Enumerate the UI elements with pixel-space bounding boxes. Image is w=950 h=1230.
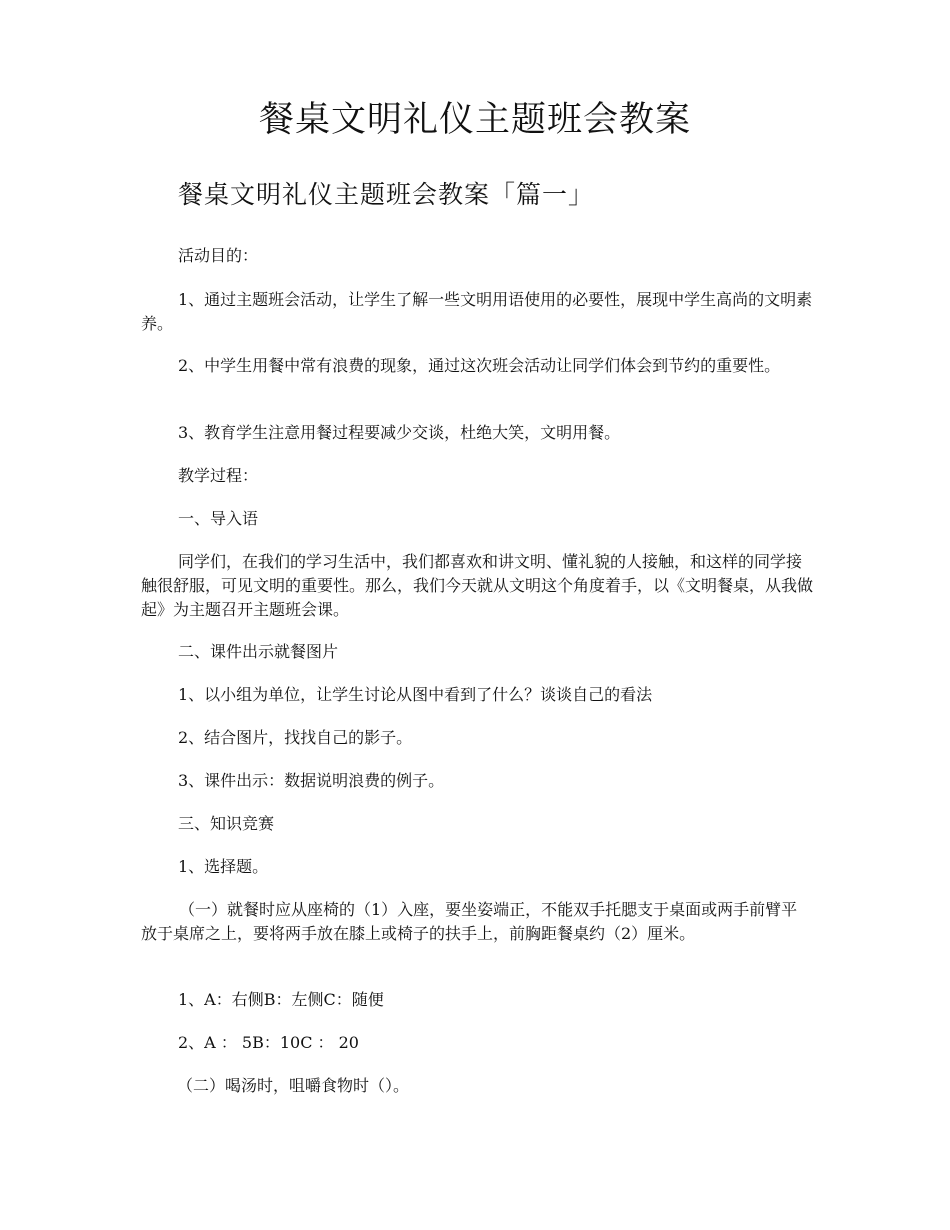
paragraph-goal-3: 3、教育学生注意用餐过程要减少交谈，杜绝大笑，文明用餐。 xyxy=(178,423,621,442)
paragraph-step-1: 1、以小组为单位，让学生讨论从图中看到了什么？谈谈自己的看法 xyxy=(178,685,653,704)
paragraph-options-2: 2、A ： 5B：10C ： 20 xyxy=(178,1033,359,1052)
paragraph-section-3-heading: 三、知识竞赛 xyxy=(178,814,275,833)
paragraph-question-2: （二）喝汤时，咀嚼食物时（）。 xyxy=(177,1076,410,1095)
paragraph-activity-goal-heading: 活动目的： xyxy=(178,246,259,265)
paragraph-goal-1: 1、通过主题班会活动，让学生了解一些文明用语使用的必要性，展现中学生高尚的文明素养。 xyxy=(141,290,813,333)
document-title: 餐桌文明礼仪主题班会教案 xyxy=(258,100,691,140)
paragraph-section-1-heading: 一、导入语 xyxy=(178,509,259,528)
paragraph-introduction: 同学们，在我们的学习生活中，我们都喜欢和讲文明、懂礼貌的人接触，和这样的同学接触很舒服，可见文明的重要性。那么，我们今天就从文明这个角度着手，以《文明餐桌，从我做起》为主题召开主题班会课。 xyxy=(141,552,814,619)
paragraph-choice-questions: 1、选择题。 xyxy=(178,857,269,876)
section-title: 餐桌文明礼仪主题班会教案「篇一」 xyxy=(178,180,595,209)
paragraph-goal-2: 2、中学生用餐中常有浪费的现象，通过这次班会活动让同学们体会到节约的重要性。 xyxy=(178,356,781,375)
paragraph-question-1: （一）就餐时应从座椅的（1）入座，要坐姿端正，不能双手托腮支于桌面或两手前臂平放于桌席之上，要将两手放在膝上或椅子的扶手上，前胸距餐桌约（2）厘米。 xyxy=(141,900,798,943)
paragraph-step-2: 2、结合图片，找找自己的影子。 xyxy=(178,728,413,747)
paragraph-step-3: 3、课件出示：数据说明浪费的例子。 xyxy=(178,771,445,790)
paragraph-options-1: 1、A：右侧B：左侧C：随便 xyxy=(178,990,384,1009)
paragraph-teaching-process-heading: 教学过程： xyxy=(178,466,259,485)
paragraph-section-2-heading: 二、课件出示就餐图片 xyxy=(178,642,339,661)
